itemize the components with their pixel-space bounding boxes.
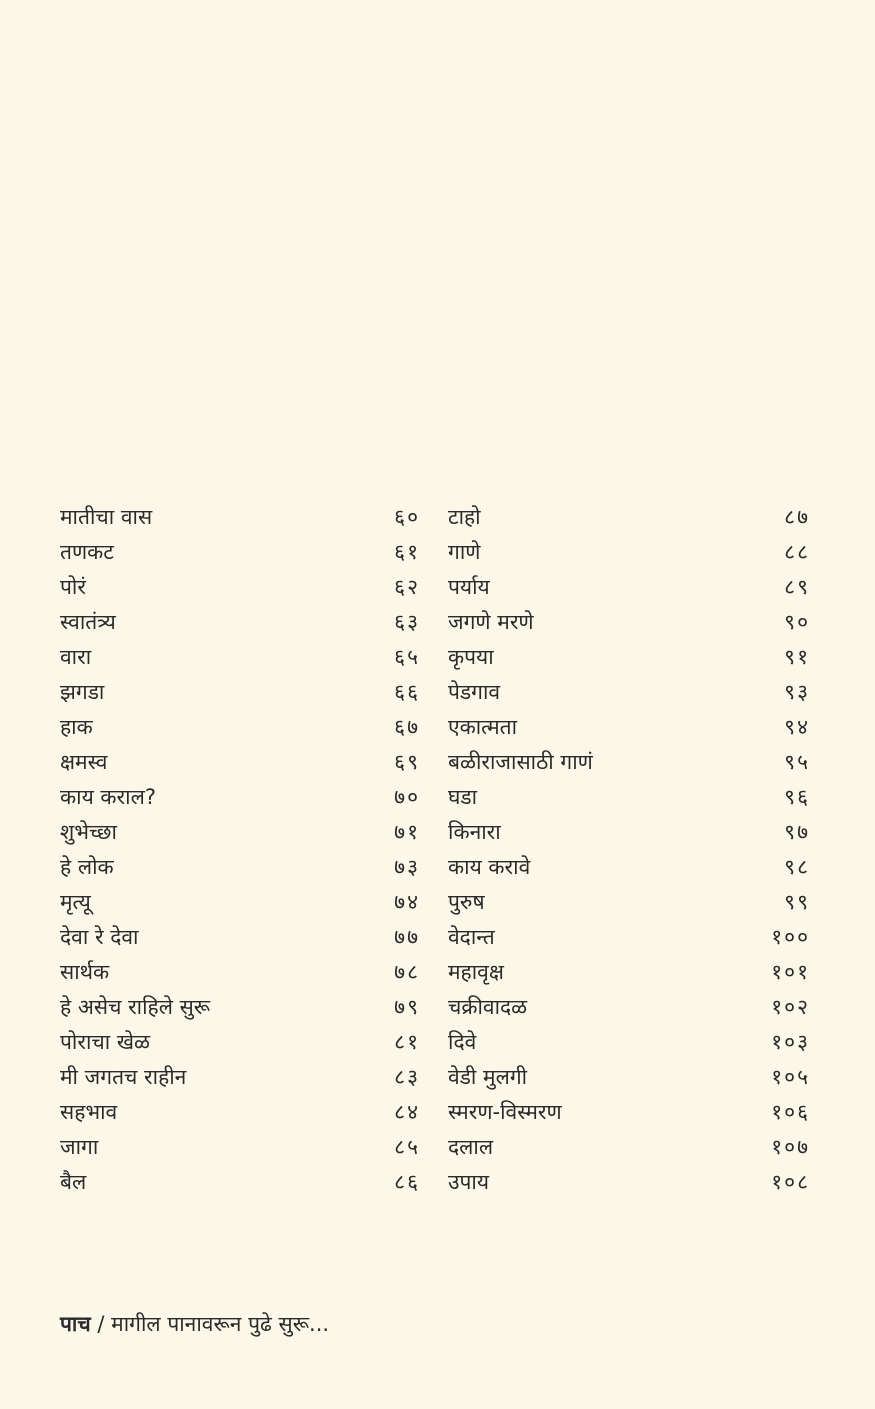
toc-entry [60, 535, 420, 570]
toc-entry [448, 640, 810, 675]
toc-entry-title: स्मरण-विस्मरण [448, 1100, 562, 1124]
toc-entry-title: पेडगाव [448, 680, 501, 704]
toc-entry [60, 570, 420, 605]
toc-entry [60, 745, 420, 780]
toc-entry-page: १०३ [771, 1030, 810, 1054]
toc-entry [60, 850, 420, 885]
toc-entry-title: तणकट [60, 540, 114, 564]
toc-entry-title: महावृक्ष [448, 960, 504, 984]
toc-entry [448, 1165, 810, 1200]
toc-entry-title: जगणे मरणे [448, 610, 534, 634]
toc-entry-title: बळीराजासाठी गाणं [448, 750, 593, 774]
toc-entry-page: ६२ [394, 575, 420, 599]
toc-entry [448, 1060, 810, 1095]
toc-column-left [60, 500, 420, 1200]
toc-entry [60, 815, 420, 850]
toc-entry-page: ७७ [394, 925, 420, 949]
toc-entry-page: १०२ [771, 995, 810, 1019]
toc-entry-page: ९० [784, 610, 810, 634]
toc-entry-page: ६९ [394, 750, 420, 774]
toc-entry-page: ६० [394, 505, 420, 529]
toc-entry-page: ८५ [394, 1135, 420, 1159]
toc-entry-page: ८६ [394, 1170, 420, 1194]
toc-entry [60, 1165, 420, 1200]
toc-entry-page: ६१ [394, 540, 420, 564]
toc-entry [448, 710, 810, 745]
toc-entry [60, 675, 420, 710]
toc-entry-title: शुभेच्छा [60, 820, 117, 844]
toc-entry [448, 570, 810, 605]
toc-entry [448, 535, 810, 570]
toc-entry-page: ८४ [394, 1100, 420, 1124]
continued-note: मागील पानावरून पुढे सुरू... [111, 1312, 330, 1336]
toc-entry-page: ९८ [784, 855, 810, 879]
toc-entry-page: ९५ [784, 750, 810, 774]
toc-entry [60, 885, 420, 920]
toc-entry [448, 745, 810, 780]
page-number-label: पाच [60, 1312, 91, 1336]
toc-entry-title: मृत्यू [60, 890, 91, 914]
toc-entry [448, 955, 810, 990]
toc-entry-title: झगडा [60, 680, 105, 704]
toc-entry-title: देवा रे देवा [60, 925, 139, 949]
toc-entry-page: ६६ [394, 680, 420, 704]
toc-entry [60, 990, 420, 1025]
toc-entry [448, 1130, 810, 1165]
toc-entry [60, 605, 420, 640]
toc-entry-title: वेदान्त [448, 925, 495, 949]
toc-entry-page: १०८ [771, 1170, 810, 1194]
toc-entry-page: ८३ [394, 1065, 420, 1089]
toc-entry-page: ९३ [784, 680, 810, 704]
toc-entry [60, 1025, 420, 1060]
toc-entry-page: ७० [394, 785, 420, 809]
toc-entry-title: हाक [60, 715, 93, 739]
toc-entry-title: हे असेच राहिले सुरू [60, 995, 211, 1019]
toc-entry-title: पोरं [60, 575, 86, 599]
toc-entry [448, 1095, 810, 1130]
toc-entry-title: चक्रीवादळ [448, 995, 528, 1019]
toc-entry-page: ८७ [784, 505, 810, 529]
toc-entry-title: मातीचा वास [60, 505, 153, 529]
footer-separator: / [90, 1312, 112, 1336]
toc-entry-page: ९७ [784, 820, 810, 844]
toc-entry [60, 710, 420, 745]
toc-entry-page: ७४ [394, 890, 420, 914]
toc-entry [60, 1060, 420, 1095]
toc-entry-title: मी जगतच राहीन [60, 1065, 187, 1089]
toc-entry-title: पोराचा खेळ [60, 1030, 150, 1054]
toc-entry [448, 885, 810, 920]
toc-entry-title: स्वातंत्र्य [60, 610, 116, 634]
toc-entry-page: १०१ [771, 960, 810, 984]
toc-entry-page: ७१ [394, 820, 420, 844]
toc-entry [60, 780, 420, 815]
toc-entry-title: एकात्मता [448, 715, 518, 739]
toc-entry-page: ८१ [394, 1030, 420, 1054]
toc-entry-page: ८९ [784, 575, 810, 599]
toc-entry-page: ७९ [394, 995, 420, 1019]
toc-entry [448, 605, 810, 640]
toc-entry [60, 500, 420, 535]
toc-entry [60, 1130, 420, 1165]
toc-entry-title: वेडी मुलगी [448, 1065, 528, 1089]
toc-entry [448, 815, 810, 850]
toc-entry-page: ९१ [784, 645, 810, 669]
toc-entry-page: ९४ [784, 715, 810, 739]
toc-entry-page: ६७ [394, 715, 420, 739]
toc-entry-title: टाहो [448, 505, 481, 529]
toc-entry [448, 1025, 810, 1060]
toc-entry-title: दलाल [448, 1135, 494, 1159]
toc-entry-title: घडा [448, 785, 478, 809]
toc-entry [448, 675, 810, 710]
toc-entry-page: ६३ [394, 610, 420, 634]
toc-entry-page: १०० [771, 925, 810, 949]
toc-entry-title: क्षमस्व [60, 750, 108, 774]
toc-entry-title: जागा [60, 1135, 99, 1159]
toc-entry-title: कृपया [448, 645, 494, 669]
toc-column-right [448, 500, 810, 1200]
toc-entry-title: काय कराल? [60, 785, 156, 809]
toc-entry-page: ७३ [394, 855, 420, 879]
toc-entry [448, 500, 810, 535]
toc-entry-title: सहभाव [60, 1100, 118, 1124]
toc-entry-title: गाणे [448, 540, 481, 564]
page-footer [60, 1307, 329, 1342]
toc-entry-page: ७८ [394, 960, 420, 984]
toc-entry-title: पुरुष [448, 890, 485, 914]
toc-entry-title: काय करावे [448, 855, 531, 879]
toc-entry-title: हे लोक [60, 855, 114, 879]
toc-entry [60, 920, 420, 955]
toc-entry-title: वारा [60, 645, 92, 669]
toc-entry-page: ९९ [784, 890, 810, 914]
toc-entry [448, 920, 810, 955]
toc-entry-page: ९६ [784, 785, 810, 809]
toc-entry [448, 850, 810, 885]
toc-entry-title: पर्याय [448, 575, 490, 599]
toc-entry [60, 640, 420, 675]
toc-entry-page: १०७ [771, 1135, 810, 1159]
toc-entry-title: किनारा [448, 820, 501, 844]
toc-entry-page: ८८ [784, 540, 810, 564]
toc-entry [448, 780, 810, 815]
toc-entry-title: बैल [60, 1170, 87, 1194]
toc-entry [448, 990, 810, 1025]
toc-entry-page: १०५ [771, 1065, 810, 1089]
toc-entry [60, 955, 420, 990]
toc-entry-title: उपाय [448, 1170, 490, 1194]
toc-entry-page: १०६ [771, 1100, 810, 1124]
toc-entry [60, 1095, 420, 1130]
toc-entry-title: दिवे [448, 1030, 477, 1054]
toc-entry-page: ६५ [394, 645, 420, 669]
toc-entry-title: सार्थक [60, 960, 110, 984]
